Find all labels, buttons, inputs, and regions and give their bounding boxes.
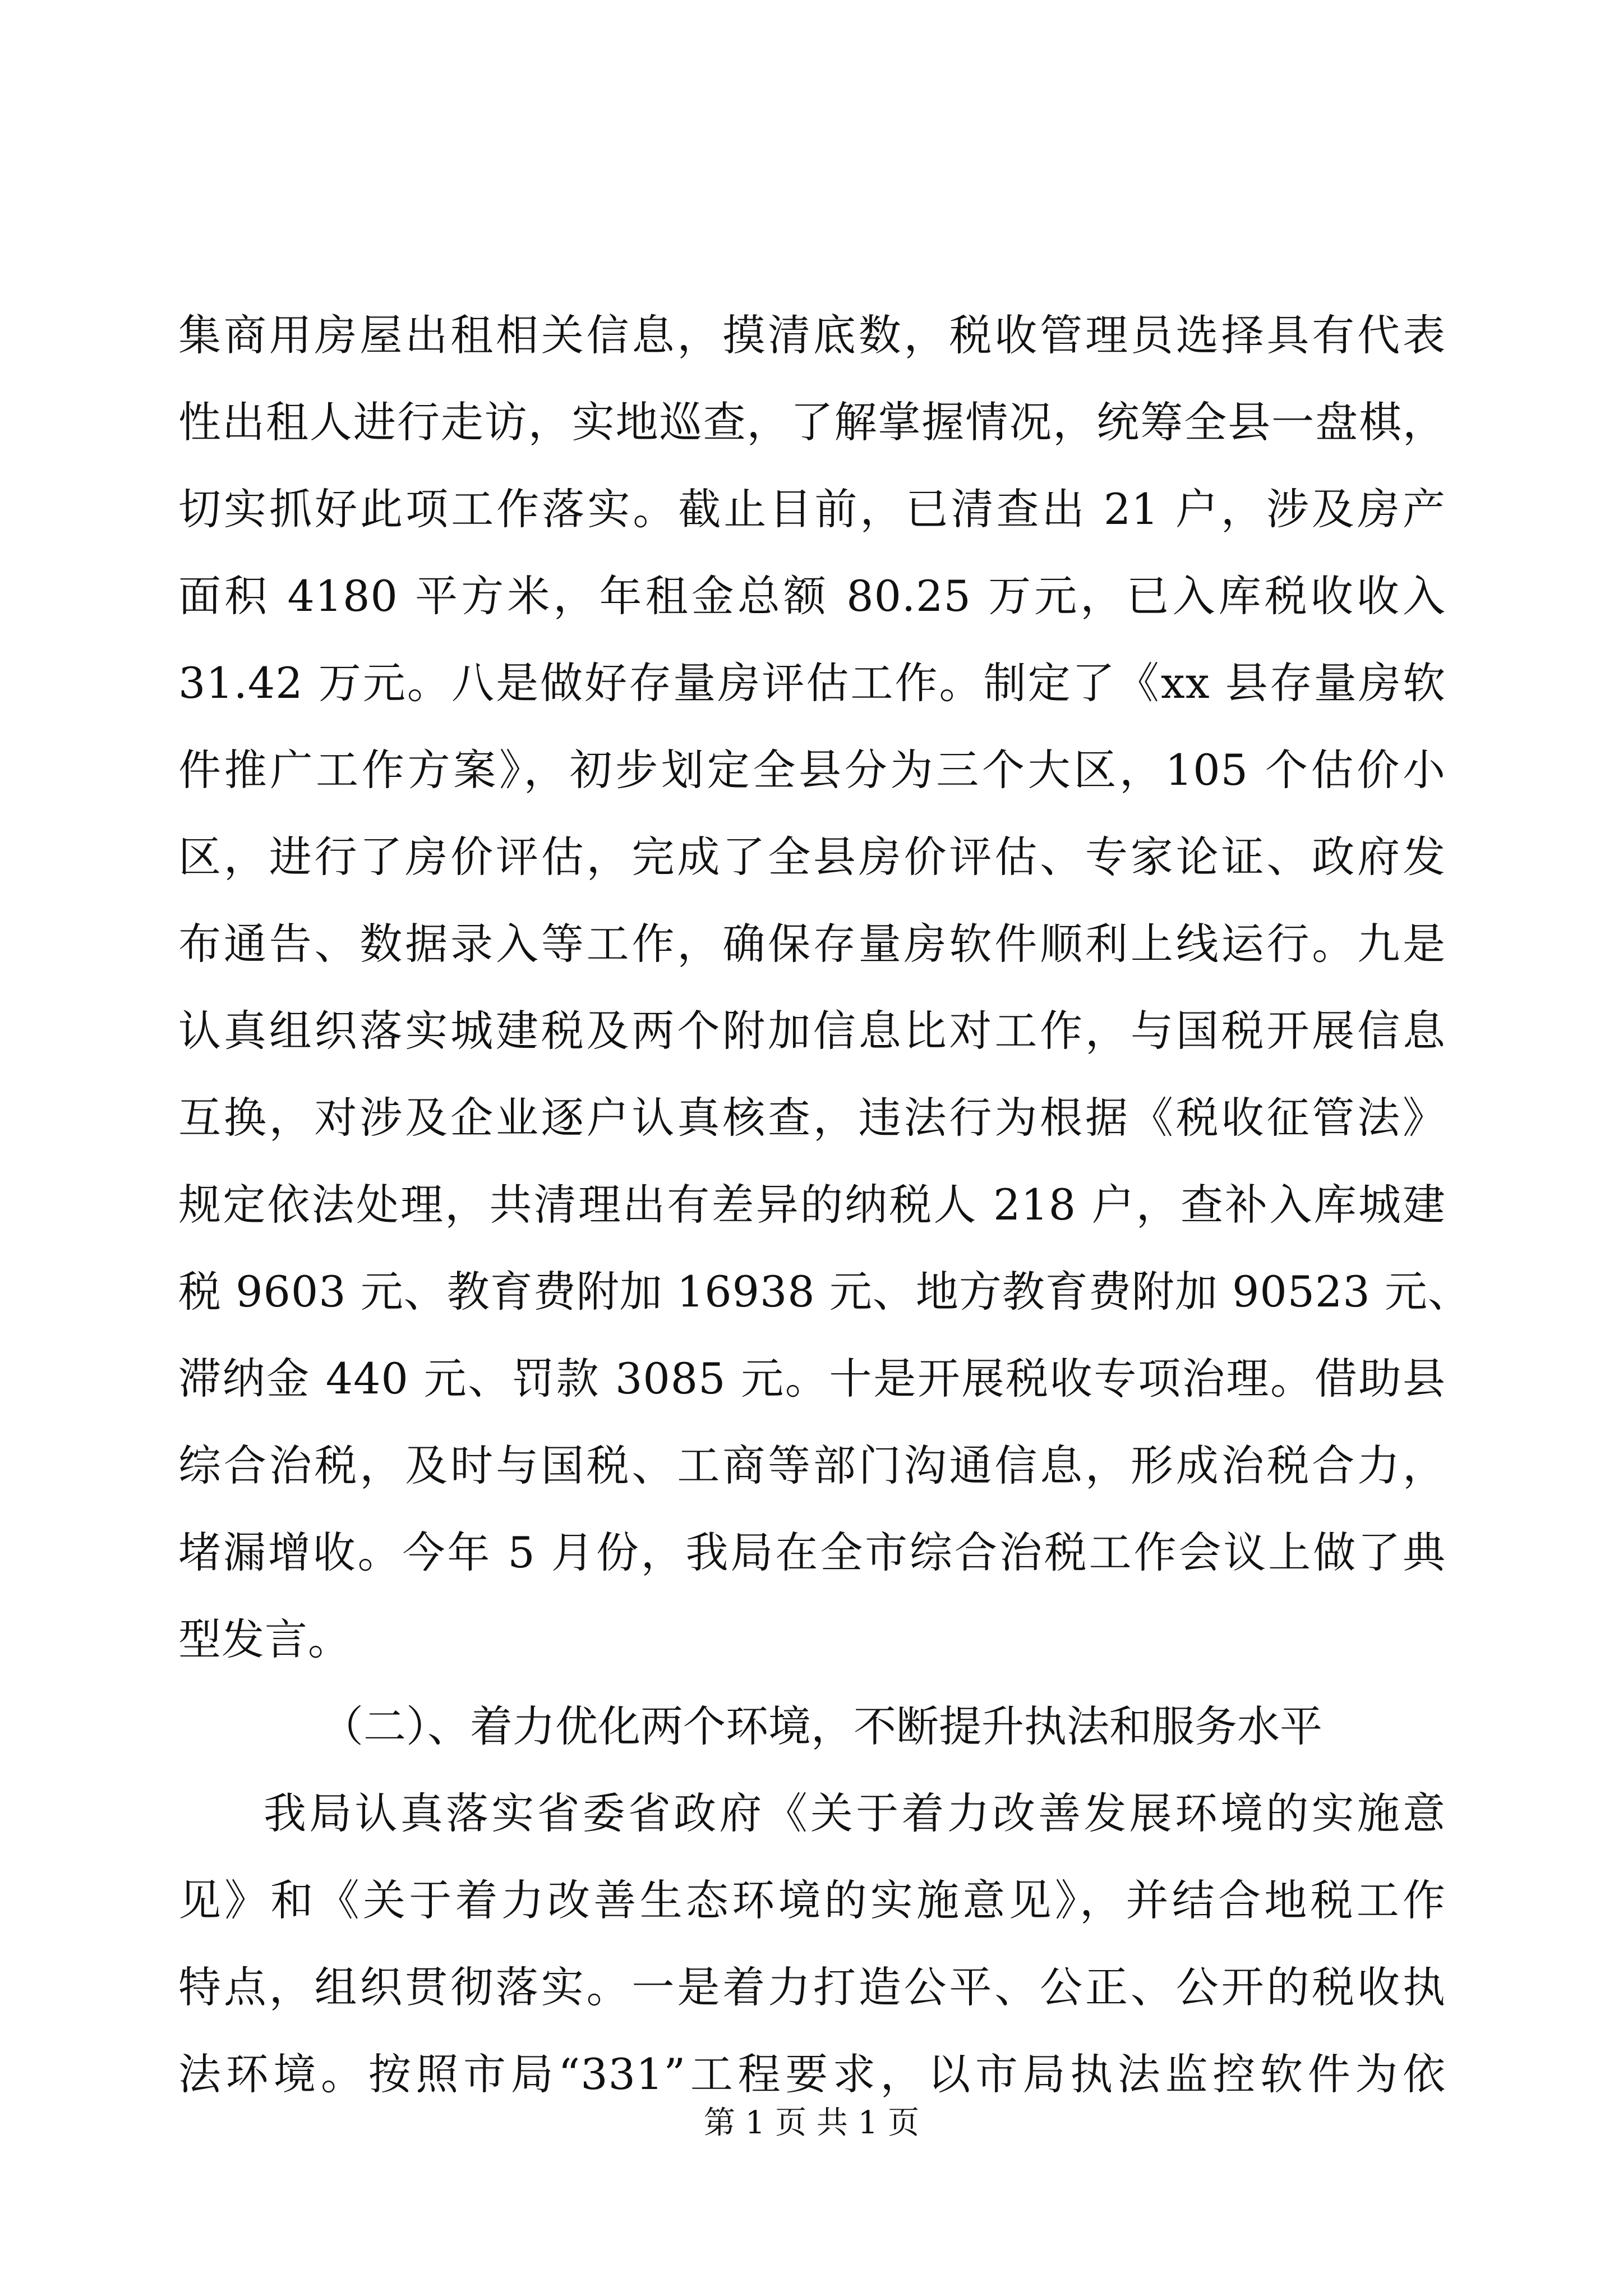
paragraph-1-line-3: 切实抓好此项工作落实。截止目前，已清查出 21 户，涉及房产	[178, 484, 1446, 534]
paragraph-1-line-2: 性出租人进行走访，实地巡查，了解掌握情况，统筹全县一盘棋，	[178, 397, 1446, 447]
paragraph-1-line-5: 31.42 万元。八是做好存量房评估工作。制定了《xx 县存量房软	[178, 658, 1446, 708]
paragraph-1-line-13: 滞纳金 440 元、罚款 3085 元。十是开展税收专项治理。借助县	[178, 1354, 1446, 1404]
section-heading: （二）、着力优化两个环境，不断提升执法和服务水平	[321, 1701, 1322, 1751]
paragraph-1-line-1: 集商用房屋出租相关信息，摸清底数，税收管理员选择具有代表	[178, 310, 1446, 360]
paragraph-1-line-6: 件推广工作方案》，初步划定全县分为三个大区，105 个估价小	[178, 745, 1446, 795]
document-body	[178, 292, 1471, 2118]
page-footer	[0, 2104, 1623, 2143]
paragraph-1-line-11: 规定依法处理，共清理出有差异的纳税人 218 户，查补入库城建	[178, 1180, 1446, 1230]
paragraph-1-line-4: 面积 4180 平方米，年租金总额 80.25 万元，已入库税收收入	[178, 571, 1446, 621]
paragraph-1-line-9: 认真组织落实城建税及两个附加信息比对工作，与国税开展信息	[178, 1006, 1446, 1056]
paragraph-1-line-16: 型发言。	[178, 1614, 351, 1664]
paragraph-2-line-1: 我局认真落实省委省政府《关于着力改善发展环境的实施意	[264, 1788, 1446, 1838]
paragraph-2-line-3: 特点，组织贯彻落实。一是着力打造公平、公正、公开的税收执	[178, 1962, 1446, 2012]
paragraph-1-line-10: 互换，对涉及企业逐户认真核查，违法行为根据《税收征管法》	[178, 1093, 1446, 1143]
paragraph-1-line-14: 综合治税，及时与国税、工商等部门沟通信息，形成治税合力，	[178, 1441, 1446, 1490]
paragraph-1-line-7: 区，进行了房价评估，完成了全县房价评估、专家论证、政府发	[178, 832, 1446, 882]
page-number-indicator: 第 1 页 共 1 页	[703, 2105, 920, 2141]
paragraph-2-line-4: 法环境。按照市局“331”工程要求，以市局执法监控软件为依	[178, 2049, 1446, 2099]
paragraph-1-line-12: 税 9603 元、教育费附加 16938 元、地方教育费附加 90523 元、	[178, 1267, 1471, 1317]
paragraph-1-line-8: 布通告、数据录入等工作，确保存量房软件顺利上线运行。九是	[178, 919, 1446, 969]
paragraph-1-line-15: 堵漏增收。今年 5 月份，我局在全市综合治税工作会议上做了典	[178, 1527, 1446, 1577]
paragraph-2-line-2: 见》和《关于着力改善生态环境的实施意见》，并结合地税工作	[178, 1875, 1446, 1925]
